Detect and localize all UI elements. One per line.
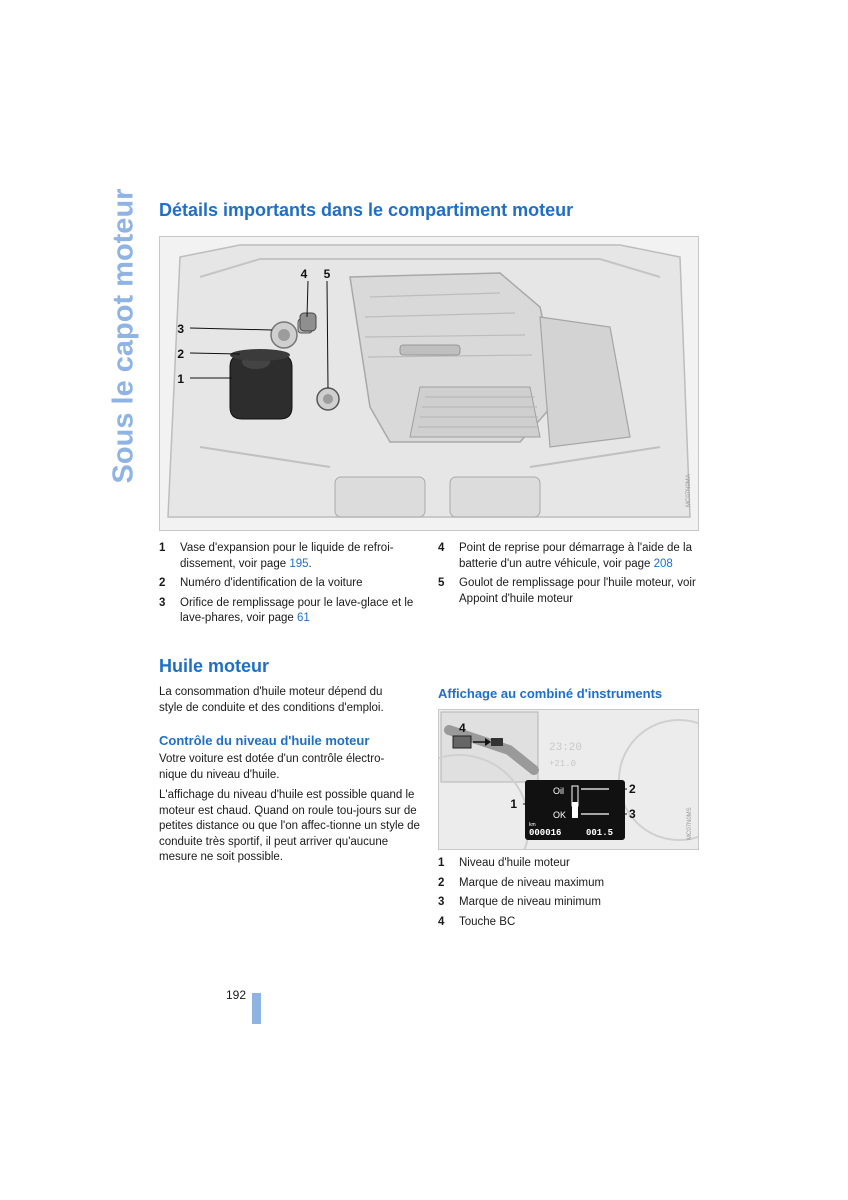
- page-link[interactable]: 61: [296, 612, 310, 624]
- engine-legend-left: [159, 541, 421, 631]
- figure-callout-3: 3: [629, 807, 636, 821]
- subsection-title-oil-check: Contrôle du niveau d'huile moteur: [159, 733, 370, 748]
- engine-legend-right: [438, 541, 700, 611]
- engine-oil-intro: La consommation d'huile moteur dépend du style de conduite et des conditions d'emploi.: [159, 686, 384, 714]
- figure-code: MC07N0MA: [686, 474, 692, 507]
- list-item: 1 Vase d'expansion pour le liquide de refroi-dissement, voir page 195.: [159, 542, 394, 570]
- figure-code: MC07N0MS: [687, 807, 693, 840]
- list-item: 4 Point de reprise pour démarrage à l'aide de la batterie d'un autre véhicule, voir page 208: [438, 542, 692, 570]
- figure-callout-1: 1: [510, 797, 517, 811]
- chapter-side-title: [104, 188, 144, 484]
- list-item: 3 Orifice de remplissage pour le lave-glace et le lave-phares, voir page 61: [159, 596, 414, 624]
- page-number: 192: [226, 988, 247, 1002]
- figure-callout-3: 3: [177, 322, 184, 336]
- instrument-cluster-drawing: [439, 710, 698, 849]
- engine-compartment-drawing: [160, 237, 698, 530]
- list-item: 5 Goulot de remplissage pour l'huile moteur, voir Appoint d'huile moteur: [438, 577, 696, 605]
- figure-callout-5: 5: [323, 267, 331, 281]
- section-title-engine-compartment: Détails importants dans le compartiment moteur: [159, 200, 574, 220]
- oil-check-para-2: L'affichage du niveau d'huile est possible quand le moteur est chaud. Quand on roule tou-jours sur de petites distance ou que l'on affec-tionne un style de conduite très sportif, il peut arriver qu'aucune mesure ne soit possible.: [159, 789, 420, 863]
- page-link[interactable]: 195: [289, 557, 309, 570]
- list-item: 4 Touche BC: [438, 915, 516, 928]
- instrument-legend: [438, 856, 698, 934]
- temperature-readout: +21.0: [549, 759, 577, 769]
- trip-readout: 001.5: [586, 828, 614, 838]
- section-title-engine-oil: Huile moteur: [159, 656, 270, 676]
- engine-compartment-figure: [159, 236, 699, 531]
- display-km-label: km: [529, 822, 536, 828]
- odometer-readout: 000016: [529, 828, 562, 838]
- list-item: 1 Niveau d'huile moteur: [438, 857, 570, 869]
- page-link[interactable]: 208: [653, 557, 673, 570]
- figure-callout-2: 2: [629, 782, 636, 796]
- list-item: 3 Marque de niveau minimum: [438, 896, 601, 908]
- figure-callout-1: 1: [177, 372, 184, 386]
- page-marker-bar: [252, 993, 261, 1024]
- display-oil-label: Oil: [553, 786, 564, 796]
- figure-callout-4: 4: [459, 721, 466, 735]
- chapter-side-title-text: Sous le capot moteur: [107, 188, 140, 484]
- oil-check-para-1: Votre voiture est dotée d'un contrôle électro-nique du niveau d'huile.: [159, 753, 385, 781]
- subsection-title-instrument-display: Affichage au combiné d'instruments: [438, 686, 663, 701]
- display-ok-label: OK: [553, 810, 567, 820]
- figure-callout-4: 4: [300, 267, 308, 281]
- list-item: 2 Marque de niveau maximum: [438, 876, 605, 889]
- clock-readout: 23:20: [549, 742, 583, 754]
- list-item: 2 Numéro d'identification de la voiture: [159, 577, 363, 589]
- instrument-cluster-figure: [438, 709, 699, 850]
- figure-callout-2: 2: [177, 347, 184, 361]
